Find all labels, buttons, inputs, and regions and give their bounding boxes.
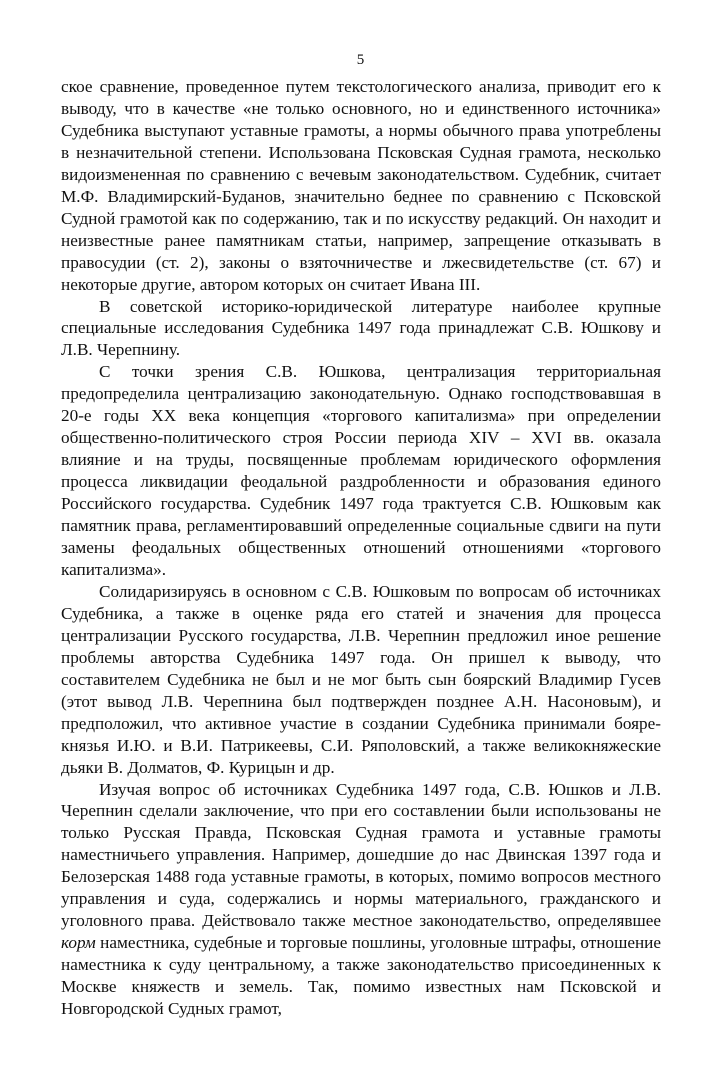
paragraph-sources-text-after: наместника, судебные и торговые пошлины, уголовные штрафы, отношение наместника к суду центральному, а также законодательство присоединенных к Москве княжеств и земель. Так, помимо известных нам Псковской и Новгородской Судных грамот, — [61, 933, 661, 1019]
paragraph-yushkov-view: С точки зрения С.В. Юшкова, централизация территориальная предопределила централизацию законодательную. Однако господствовавшая в 20-е годы XX века концепция «торгового капитализма» при определении общественно-политического строя России периода XIV – XVI вв. оказала влияние и на труды, посвященные проблемам юридического оформления процесса ликвидации феодальной раздробленности и образования единого Российского государства. Судебник 1497 года трактуется С.В. Юшковым как памятник права, регламентировавший определенные социальные сдвиги на пути замены феодальных общественных отношений отношениями «торгового капитализма». — [61, 362, 661, 579]
paragraph-sources — [61, 779, 661, 1020]
body-text — [61, 76, 661, 1020]
italic-term-korm: корм — [61, 933, 96, 953]
paragraph-sources-text-before: Изучая вопрос об источниках Судебника 1497 года, С.В. Юшков и Л.В. Черепнин сделали заключение, что при его составлении были использованы не только Русская Правда, Псковская Судная грамота и уставные грамоты наместничьего управления. Например, дошедшие до нас Двинская 1397 года и Белозерская 1488 года уставные грамоты, в которых, помимо вопросов местного управления и суда, содержались и нормы материального, гражданского и уголовного права. Действовало также местное законодательство, определявшее — [61, 779, 661, 931]
paragraph-soviet-literature: В советской историко-юридической литературе наиболее крупные специальные исследования Судебника 1497 года принадлежат С.В. Юшкову и Л.В. Черепнину. — [61, 296, 661, 360]
paragraph-continuation: ское сравнение, проведенное путем текстологического анализа, приводит его к выводу, что в качестве «не только основного, но и единственного источника» Судебника выступают уставные грамоты, а нормы обычного права употреблены в незначительной степени. Использована Псковская Судная грамота, несколько видоизмененная по сравнению с вечевым законодательством. Судебник, считает М.Ф. Владимирский-Буданов, значительно беднее по сравнению с Псковской Судной грамотой как по содержанию, так и по искусству редакций. Он находит и неизвестные ранее памятникам статьи, например, запрещение отказывать в правосудии (ст. 2), законы о взяточничестве и лжесвидетельстве (ст. 67) и некоторые другие, автором которых он считает Ивана III. — [61, 77, 661, 294]
page-number: 5 — [356, 52, 365, 68]
paragraph-cherepnin-authorship: Солидаризируясь в основном с С.В. Юшковым по вопросам об источниках Судебника, а также в оценке ряда его статей и значения для процесса централизации Русского государства, Л.В. Черепнин предложил иное решение проблемы авторства Судебника 1497 года. Он пришел к выводу, что составителем Судебника не был и не мог быть сын боярский Владимир Гусев (этот вывод Л.В. Черепнина был подтвержден позднее А.Н. Насоновым), и предположил, что активное участие в создании Судебника принимали бояре-князья И.Ю. и В.И. Патрикеевы, С.И. Ряполовский, а также великокняжеские дьяки В. Долматов, Ф. Курицын и др. — [61, 581, 661, 777]
